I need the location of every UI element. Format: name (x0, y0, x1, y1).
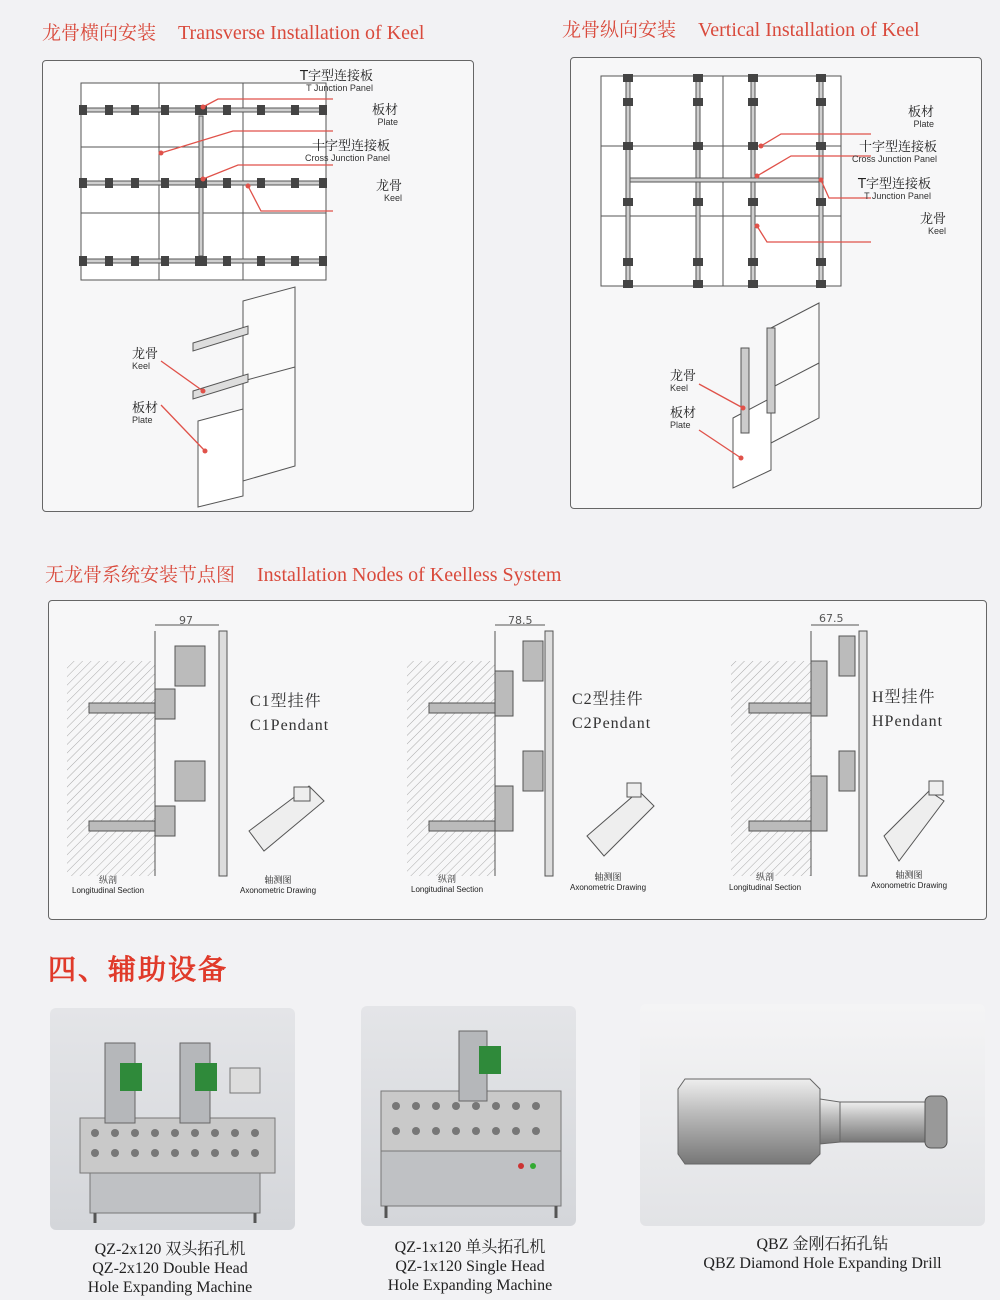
product-photo-single-head (361, 1006, 576, 1226)
label-cross-junction-v: 十字型连接板 Cross Junction Panel (852, 140, 938, 164)
caption-axo-3: 轴测图 Axonometric Drawing (871, 871, 948, 890)
pendant-c1: C1型挂件 C1Pendant (250, 693, 330, 734)
title-cn: 龙骨横向安装 (42, 22, 157, 44)
pendant-c2: C2型挂件 C2Pendant (572, 691, 652, 732)
label-cross-junction: 十字型连接板 Cross Junction Panel (305, 139, 391, 163)
label-plate-v3d: 板材 Plate (670, 406, 697, 430)
product-caption-1: QZ-2x120 双头拓孔机 QZ-2x120 Double Head Hole Expanding Machine (87, 1241, 253, 1296)
label-keel: 龙骨 Keel (376, 179, 403, 203)
single-head-machine-illustration (361, 1006, 576, 1226)
label-t-junction: T字型连接板 T Junction Panel (300, 69, 373, 93)
label-plate-v: 板材 Plate (908, 105, 935, 129)
label-t-junction-v: T字型连接板 T Junction Panel (858, 177, 931, 201)
equipment-heading: 四、辅助设备 (48, 953, 229, 986)
product-photo-double-head (50, 1008, 295, 1230)
product-caption-3: QBZ 金刚石拓孔钻 QBZ Diamond Hole Expanding Drill (703, 1236, 942, 1272)
diamond-drill-illustration (640, 1004, 985, 1226)
dimension-node-3: 67.5 (819, 612, 844, 625)
title-en: Installation Nodes of Keelless System (257, 564, 562, 586)
section-title-keelless (45, 560, 561, 587)
label-keel-3d: 龙骨 Keel (132, 347, 159, 371)
dimension-node-1: 97 (179, 614, 193, 627)
label-plate: 板材 Plate (372, 103, 399, 127)
caption-axo-2: 轴测图 Axonometric Drawing (570, 873, 647, 892)
label-keel-v3d: 龙骨 Keel (670, 369, 697, 393)
keelless-nodes-panel (48, 600, 987, 920)
transverse-diagram-panel (42, 60, 474, 512)
caption-axo-1: 轴测图 Axonometric Drawing (240, 876, 317, 895)
section-title-vertical (562, 15, 920, 42)
transverse-keel-diagram (43, 61, 473, 511)
title-en: Vertical Installation of Keel (698, 19, 920, 41)
product-caption-2: QZ-1x120 单头拓孔机 QZ-1x120 Single Head Hole Expanding Machine (387, 1239, 553, 1294)
dimension-node-2: 78.5 (508, 614, 533, 627)
title-en: Transverse Installation of Keel (178, 22, 425, 44)
caption-section-3: 纵剖 Longitudinal Section (729, 873, 802, 892)
keelless-nodes-diagram (49, 601, 986, 919)
title-cn: 无龙骨系统安装节点图 (45, 564, 236, 586)
section-title-transverse (42, 18, 424, 45)
caption-section-1: 纵剖 Longitudinal Section (72, 876, 145, 895)
label-plate-3d: 板材 Plate (132, 401, 159, 425)
double-head-machine-illustration (50, 1008, 295, 1230)
label-keel-v: 龙骨 Keel (920, 212, 947, 236)
caption-section-2: 纵剖 Longitudinal Section (411, 875, 484, 894)
pendant-h: H型挂件 HPendant (872, 689, 944, 730)
title-cn: 龙骨纵向安装 (562, 19, 677, 41)
product-photo-drill (640, 1004, 985, 1226)
